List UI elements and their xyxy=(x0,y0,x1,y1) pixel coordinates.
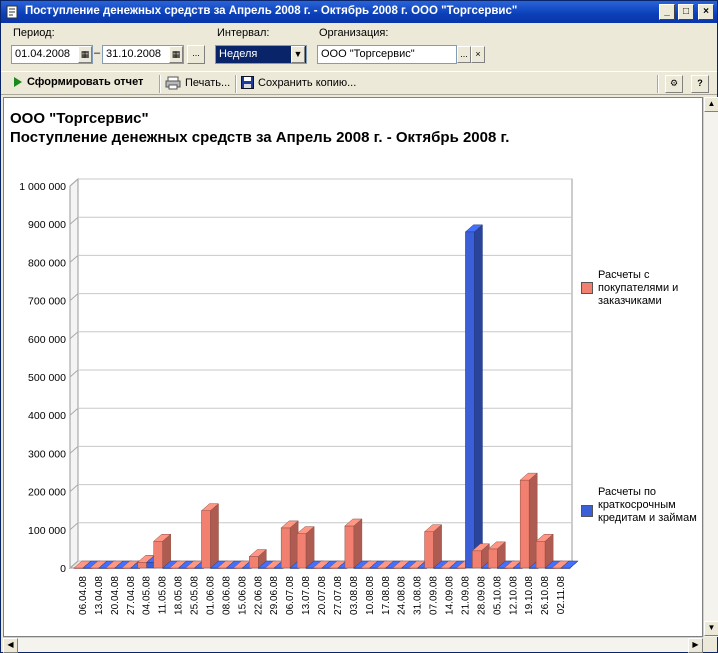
save-copy-label: Сохранить копию... xyxy=(258,76,357,89)
save-copy-button[interactable] xyxy=(241,76,356,89)
date-separator: – xyxy=(94,47,101,59)
organization-field[interactable]: ООО "Торгсервис" xyxy=(317,45,457,64)
y-tick-label: 700 000 xyxy=(28,295,66,308)
printer-icon xyxy=(165,76,181,90)
x-tick-label: 13.07.08 xyxy=(301,576,313,615)
bar-series-1 xyxy=(425,525,442,568)
generate-report-label: Сформировать отчет xyxy=(27,76,144,88)
toolbar-separator xyxy=(235,75,237,93)
chevron-down-icon[interactable]: ▼ xyxy=(291,46,305,63)
y-tick-label: 800 000 xyxy=(28,257,66,270)
horizontal-scrollbar[interactable] xyxy=(3,637,703,652)
legend-label-series-2: Расчеты по краткосрочным кредитам и займам xyxy=(598,486,697,524)
y-tick-label: 500 000 xyxy=(28,372,66,384)
organization-label: Организация: xyxy=(319,27,389,39)
x-tick-label: 17.08.08 xyxy=(380,576,392,615)
legend-swatch-series-2 xyxy=(581,505,593,517)
minimize-button[interactable]: _ xyxy=(659,4,675,20)
x-tick-label: 26.10.08 xyxy=(540,576,552,615)
x-tick-label: 31.08.08 xyxy=(412,576,424,615)
bar-series-1 xyxy=(201,504,218,568)
bar-series-1 xyxy=(297,527,314,568)
x-tick-label: 20.07.08 xyxy=(317,576,329,615)
x-tick-label: 21.09.08 xyxy=(460,576,472,615)
x-tick-label: 04.05.08 xyxy=(141,576,153,615)
x-tick-label: 08.06.08 xyxy=(221,576,233,615)
floppy-disk-icon xyxy=(241,76,254,89)
play-icon xyxy=(13,76,23,88)
x-tick-label: 27.04.08 xyxy=(125,576,137,615)
x-tick-label: 12.10.08 xyxy=(508,576,520,615)
y-tick-label: 300 000 xyxy=(28,448,66,461)
interval-label: Интервал: xyxy=(217,27,270,39)
report-title-period: Поступление денежных средств за Апрель 2008 г. - Октябрь 2008 г. xyxy=(10,129,510,146)
x-tick-label: 22.06.08 xyxy=(253,576,265,615)
report-title-organization: ООО "Торгсервис" xyxy=(10,110,149,127)
x-tick-label: 01.06.08 xyxy=(205,576,217,615)
x-tick-label: 05.10.08 xyxy=(492,576,504,615)
y-tick-label: 400 000 xyxy=(28,410,66,423)
help-button[interactable]: ? xyxy=(691,75,709,93)
y-tick-label: 100 000 xyxy=(28,524,66,537)
y-tick-label: 600 000 xyxy=(28,333,66,346)
scroll-down-button[interactable]: ▼ xyxy=(704,621,718,636)
x-tick-label: 18.05.08 xyxy=(173,576,185,615)
document-icon xyxy=(5,5,19,19)
settings-icon[interactable]: ⚙ xyxy=(665,75,683,93)
x-tick-label: 11.05.08 xyxy=(157,576,169,615)
x-tick-label: 19.10.08 xyxy=(524,576,536,615)
x-tick-label: 29.06.08 xyxy=(269,576,281,615)
interval-select[interactable]: Неделя xyxy=(215,45,307,64)
calendar-from-icon[interactable]: ▦ xyxy=(78,46,92,63)
x-tick-label: 07.09.08 xyxy=(428,576,440,615)
calendar-to-icon[interactable]: ▦ xyxy=(169,46,183,63)
x-tick-label: 24.08.08 xyxy=(396,576,408,615)
x-tick-label: 13.04.08 xyxy=(93,576,105,615)
x-tick-label: 06.04.08 xyxy=(78,576,89,615)
period-label: Период: xyxy=(13,27,55,39)
legend-swatch-series-1 xyxy=(581,282,593,294)
period-select-button[interactable]: ... xyxy=(187,45,205,64)
report-area[interactable] xyxy=(3,97,703,637)
scroll-right-button[interactable]: ▶ xyxy=(688,638,703,653)
organization-select-button[interactable]: ... xyxy=(457,46,471,63)
y-tick-label: 200 000 xyxy=(28,486,66,499)
vertical-scrollbar[interactable] xyxy=(703,97,718,637)
x-tick-label: 03.08.08 xyxy=(348,576,360,615)
date-to-field[interactable]: 31.10.2008 xyxy=(102,45,184,64)
close-button[interactable]: × xyxy=(698,4,714,20)
print-button[interactable] xyxy=(165,76,230,90)
x-tick-label: 02.11.08 xyxy=(556,576,568,615)
generate-report-button[interactable] xyxy=(13,76,143,88)
x-tick-label: 27.07.08 xyxy=(332,576,344,615)
bar-series-1 xyxy=(345,519,362,568)
legend-label-series-1: Расчеты с покупателями и заказчиками xyxy=(598,269,679,307)
x-tick-label: 20.04.08 xyxy=(109,576,121,615)
bar-series-1 xyxy=(281,521,298,568)
y-tick-label: 1 000 000 xyxy=(19,181,66,193)
y-tick-label: 0 xyxy=(60,563,66,575)
scroll-left-button[interactable]: ◀ xyxy=(3,638,18,653)
x-tick-label: 15.06.08 xyxy=(237,576,249,615)
y-tick-label: 900 000 xyxy=(28,219,66,232)
organization-clear-button[interactable]: × xyxy=(471,46,485,63)
toolbar xyxy=(1,71,717,95)
bar-series-1 xyxy=(520,473,537,568)
x-tick-label: 06.07.08 xyxy=(285,576,297,615)
maximize-button[interactable]: □ xyxy=(678,4,694,20)
x-tick-label: 25.05.08 xyxy=(189,576,201,615)
x-tick-label: 28.09.08 xyxy=(476,576,488,615)
window-title: Поступление денежных средств за Апрель 2008 г. - Октябрь 2008 г. ООО "Торгсервис" xyxy=(25,5,518,17)
x-tick-label: 14.09.08 xyxy=(444,576,456,615)
toolbar-separator xyxy=(657,75,659,93)
x-tick-label: 10.08.08 xyxy=(364,576,376,615)
bar-series-2 xyxy=(465,225,482,568)
scroll-up-button[interactable]: ▲ xyxy=(704,97,718,112)
bar-chart xyxy=(4,98,702,636)
title-bar[interactable] xyxy=(1,1,717,23)
date-from-field[interactable]: 01.04.2008 xyxy=(11,45,93,64)
parameters-panel xyxy=(1,25,717,69)
print-label: Печать... xyxy=(185,77,231,89)
toolbar-separator xyxy=(159,75,161,93)
